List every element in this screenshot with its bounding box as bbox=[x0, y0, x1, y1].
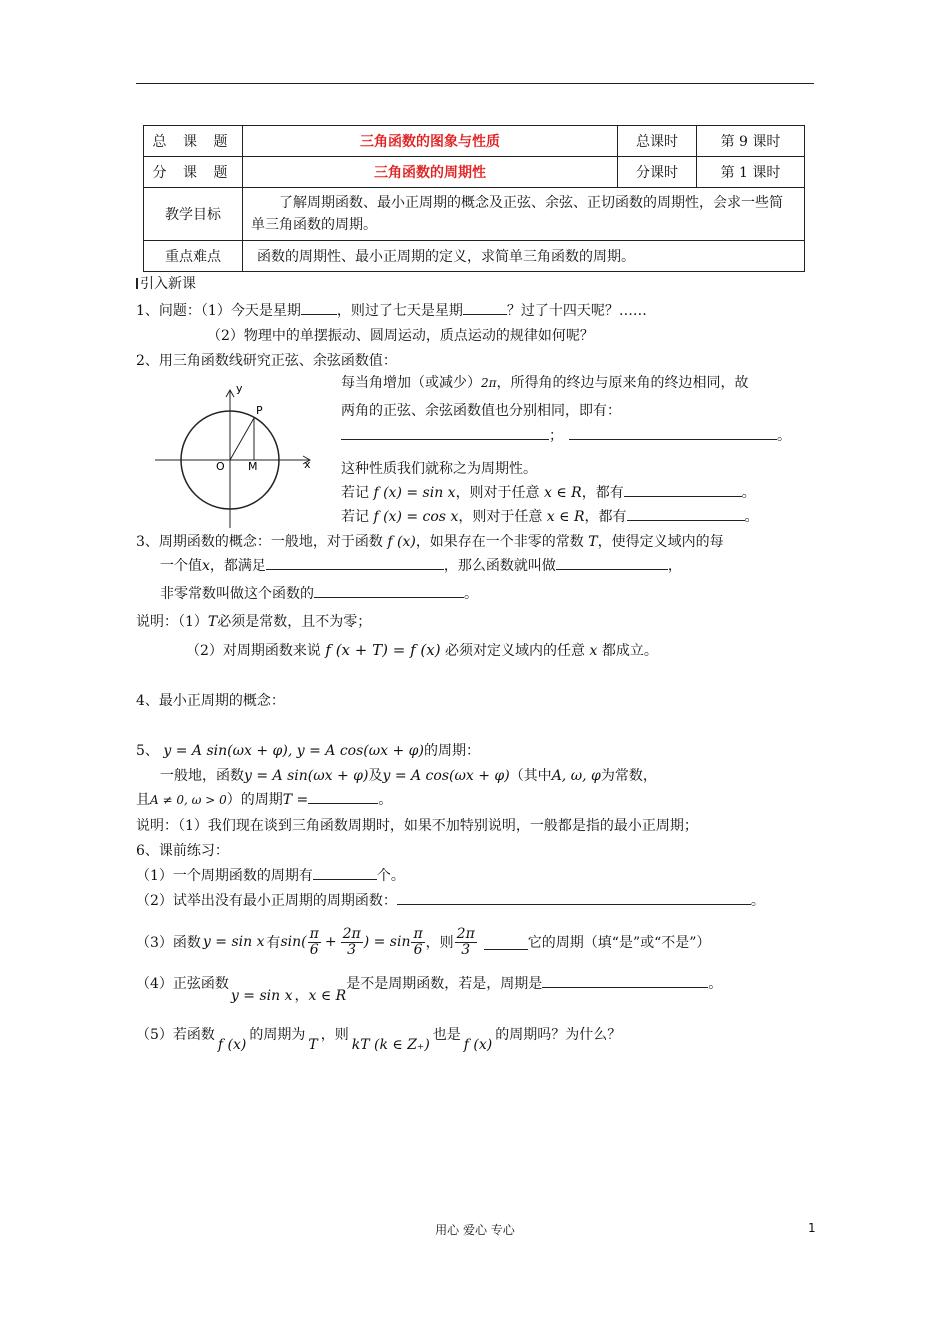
note-2: 说明：（1）我们现在谈到三角函数周期时，如果不加特别说明，一般都是指的最小正周期； bbox=[136, 818, 698, 834]
key-points-text: 函数的周期性、最小正周期的定义，求简单三角函数的周期。 bbox=[243, 241, 805, 272]
question-5-line-3: 且A ≠ 0, ω > 0）的周期T = 。 bbox=[136, 789, 392, 809]
header-row-key-points bbox=[144, 241, 805, 272]
objectives-text: 了解周期函数、最小正周期的概念及正弦、余弦、正切函数的周期性，会求一些简单三角函数的周期。 bbox=[243, 188, 805, 241]
label-y: y bbox=[236, 382, 243, 395]
question-3-line-2: 一个值x，都满足 ，那么函数就叫做 ， bbox=[160, 555, 682, 575]
lesson-header-table bbox=[143, 125, 805, 272]
header-row-total-topic bbox=[144, 126, 805, 157]
label-x: x bbox=[304, 458, 311, 471]
question-1-line-1: 1、问题：（1）今天是星期 ，则过了七天是星期 ？过了十四天呢？…… bbox=[136, 300, 647, 320]
exercise-3: （3）函数 y = sin x 有 sin( $\frac{\pi}{6}$ + $\frac{2\pi}{3}$ ) = sin $\frac{\pi}{6}$ ，则 $\frac{2\pi}{3}$ 它的周期（填“是”或“不是”） bbox=[136, 925, 711, 958]
label-p: P bbox=[256, 404, 263, 417]
total-hours-label: 总课时 bbox=[618, 126, 697, 157]
question-3-line-1: 3、周期函数的概念：一般地，对于函数 f (x)，如果存在一个非零的常数 T，使得定义域内的每 bbox=[136, 534, 724, 550]
label-m: M bbox=[248, 460, 258, 473]
terminal-side bbox=[230, 418, 254, 460]
page-footer: 用心 爱心 专心 bbox=[435, 1223, 515, 1237]
sub-topic-title: 三角函数的周期性 bbox=[243, 157, 618, 188]
sub-hours-label: 分课时 bbox=[618, 157, 697, 188]
label-origin: O bbox=[216, 460, 225, 473]
top-rule bbox=[136, 83, 814, 84]
unit-circle-diagram bbox=[150, 378, 320, 530]
header-row-objectives bbox=[144, 188, 805, 241]
question-2-line-1: 每当角增加（或减少）2π，所得角的终边与原来角的终边相同，故 bbox=[341, 375, 749, 391]
total-hours-value: 第 9 课时 bbox=[697, 126, 805, 157]
total-topic-title: 三角函数的图象与性质 bbox=[243, 126, 618, 157]
page-number: 1 bbox=[808, 1221, 816, 1235]
question-2-line-2: 两角的正弦、余弦函数值也分别相同，即有： bbox=[341, 403, 621, 419]
note-1-line-1: 说明：（1）T必须是常数，且不为零； bbox=[136, 614, 372, 630]
question-3-line-3: 非零常数叫做这个函数的 。 bbox=[160, 583, 478, 603]
question-6-title: 6、课前练习： bbox=[136, 843, 229, 859]
question-5-line-1: 5、 y = A sin(ωx + φ), y = A cos(ωx + φ)的周期： bbox=[136, 743, 480, 759]
question-2-line-4: 这种性质我们就称之为周期性。 bbox=[341, 461, 537, 477]
question-2-sin-line: 若记 f (x) = sin x，则对于任意 x ∈ R，都有 。 bbox=[341, 482, 756, 502]
sub-topic-label: 分 课 题 bbox=[144, 157, 243, 188]
sub-hours-value: 第 1 课时 bbox=[697, 157, 805, 188]
question-5-line-2: 一般地，函数y = A sin(ωx + φ)及y = A cos(ωx + φ)（其中A, ω, φ为常数， bbox=[160, 768, 657, 784]
question-2-cos-line: 若记 f (x) = cos x，则对于任意 x ∈ R，都有 。 bbox=[341, 506, 759, 526]
header-row-sub-topic bbox=[144, 157, 805, 188]
exercise-5: （5）若函数f (x)的周期为T，则kT (k ∈ Z₊)也是f (x)的周期吗？为什么？ bbox=[136, 1027, 622, 1053]
section-intro-heading: 引入新课 bbox=[136, 273, 196, 293]
question-4: 4、最小正周期的概念： bbox=[136, 693, 285, 709]
objectives-label: 教学目标 bbox=[144, 188, 243, 241]
question-1-line-2: （2）物理中的单摆振动、圆周运动，质点运动的规律如何呢？ bbox=[207, 328, 594, 344]
question-2-blanks: ； 。 bbox=[341, 425, 791, 445]
note-1-line-2: （2）对周期函数来说 f (x + T) = f (x) 必须对定义域内的任意 x 都成立。 bbox=[186, 641, 658, 659]
exercise-4: （4）正弦函数y = sin x ，x ∈ R是不是周期函数，若是，周期是 。 bbox=[136, 973, 722, 1005]
exercise-2: （2）试举出没有最小正周期的周期函数： 。 bbox=[136, 890, 765, 910]
question-2-title: 2、用三角函数线研究正弦、余弦函数值： bbox=[136, 353, 397, 369]
total-topic-label: 总 课 题 bbox=[144, 126, 243, 157]
exercise-1: （1）一个周期函数的周期有 个。 bbox=[136, 865, 405, 885]
key-points-label: 重点难点 bbox=[144, 241, 243, 272]
